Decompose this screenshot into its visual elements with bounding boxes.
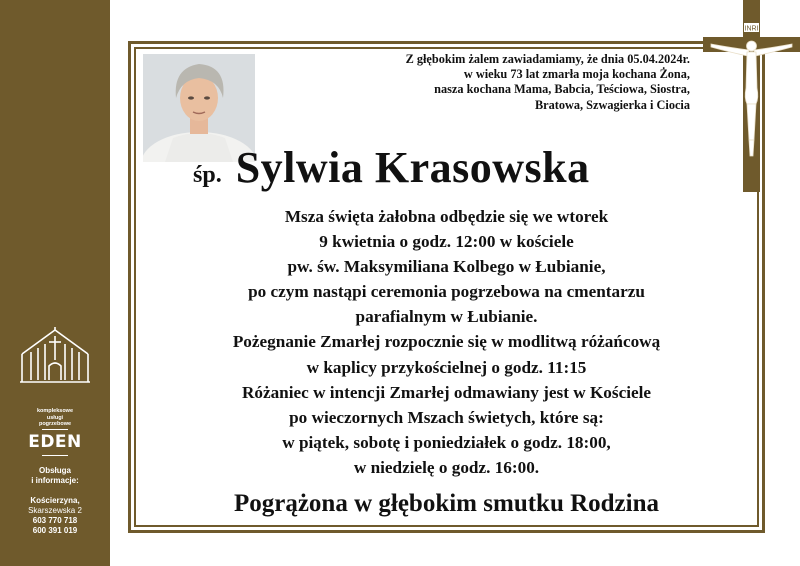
details-line: Różaniec w intencji Zmarłej odmawiany jest w Kościele: [241, 382, 652, 402]
intro-line: Z głębokim żalem zawiadamiamy, że dnia 05.04.2024r.: [405, 52, 690, 66]
deceased-name: Sylwia Krasowska: [235, 143, 590, 192]
intro-line: Bratowa, Szwagierka i Ciocia: [534, 97, 690, 112]
phone-2: 600 391 019: [32, 526, 78, 535]
closing-signature: Pogrążona w głębokim smutku Rodzina: [233, 490, 660, 517]
brand-tagline-line-3: pogrzebowe: [38, 421, 72, 427]
info-label-1: Obsługa: [38, 466, 71, 475]
church-logo-icon: [18, 326, 92, 384]
intro-line: w wieku 73 lat zmarła moja kochana Żona,: [463, 67, 690, 82]
details-line: pw. św. Maksymiliana Kolbego w Łubianie,: [287, 257, 606, 277]
phone-1: 603 770 718: [32, 516, 78, 525]
info-label-2: i informacje:: [31, 476, 79, 485]
details-line: Pożegnanie Zmarłej rozpocznie się w modlitwą różańcową: [232, 332, 661, 352]
deceased-name-row: [193, 142, 590, 193]
brand-tagline-line-2: usługi: [46, 414, 64, 421]
notice-intro: [290, 52, 690, 113]
brand-tagline-line-1: kompleksowe: [36, 408, 74, 414]
brand-divider-top: [42, 429, 68, 430]
details-line: po wieczornych Mszach świetych, które są:: [289, 407, 604, 427]
details-line: Msza święta żałobna odbędzie się we wtorek: [284, 207, 609, 226]
brand-name: EDEN: [28, 432, 82, 452]
cross-inscription: INRI: [744, 25, 759, 33]
crucifix-icon: [703, 0, 800, 192]
intro-line: nasza kochana Mama, Babcia, Teściowa, Siostra,: [434, 82, 690, 97]
details-line: parafialnym w Łubianie.: [355, 307, 538, 327]
sidebar: [0, 0, 110, 566]
address-street: Skarszewska 2: [28, 506, 82, 515]
details-line: w piątek, sobotę i poniedziałek o godz. 18:00,: [282, 432, 611, 452]
brand-divider-bottom: [42, 455, 68, 456]
details-line: w niedzielę o godz. 16:00.: [353, 457, 540, 477]
funeral-details: [134, 204, 759, 480]
details-line: 9 kwietnia o godz. 12:00 w kościele: [319, 232, 574, 252]
address-city: Kościerzyna,: [30, 496, 80, 505]
details-line: w kaplicy przykościelnej o godz. 11:15: [306, 357, 587, 377]
details-line: po czym nastąpi ceremonia pogrzebowa na cmentarzu: [248, 282, 645, 302]
name-prefix: śp.: [193, 162, 222, 188]
